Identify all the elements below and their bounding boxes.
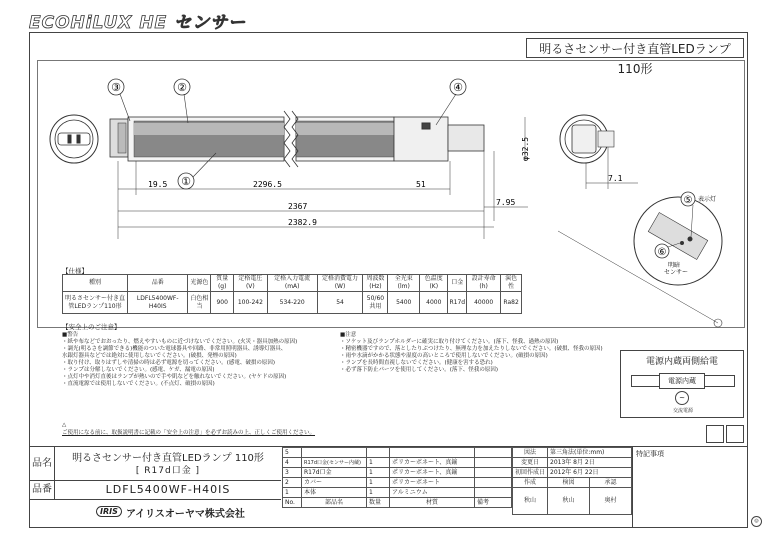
part-name: 本体 (302, 488, 367, 498)
spec-header: 色温度(K) (420, 275, 448, 292)
warning-line: ・ランプは分解しないでください。(感電、ケガ、漏電の原因) (62, 367, 215, 373)
spec-cell: 50/60共用 (363, 292, 388, 314)
part-name: カバー (302, 478, 367, 488)
part-qty: 1 (367, 488, 390, 498)
meta-value: 2013年 8月 2日 (548, 458, 632, 468)
spec-cell: 5400 (388, 292, 420, 314)
part-note (475, 468, 512, 478)
parts-row (283, 478, 512, 488)
meta-row (513, 458, 632, 468)
spec-cell: 明るさセンサー付き直管LEDランプ110形 (63, 292, 128, 314)
power-caption: 交流電源 (672, 408, 693, 414)
spec-cell: 900 (211, 292, 234, 314)
stamp: 秋山 (513, 488, 548, 515)
meta-table (512, 447, 632, 515)
spec-header: 周波数(Hz) (363, 275, 388, 292)
end-view-right (560, 115, 638, 189)
part-name: R17d口金(センサー内蔵) (302, 458, 367, 468)
part-material: ポリカーボネート、真鍮 (390, 458, 475, 468)
caution-line: ・精密機器ですので、落としたりぶつけたり、無理な力を加えたりしないでください。(破損、怪我の原因) (340, 346, 603, 352)
spec-cell: Ra82 (501, 292, 522, 314)
remarks-box (632, 447, 748, 527)
part-name: R17d口金 (302, 468, 367, 478)
spec-cell: 100-242 (233, 292, 267, 314)
brand-logo: ECOHiLUX HE センサー (29, 13, 247, 33)
remarks-label: 特記事項 (636, 450, 664, 458)
callout-6-text: 明暗 (668, 262, 681, 269)
warning-line: ・取り付け、取りはずしや清掃の時は必ず電源を切ってください。(感電、破損の原因) (62, 360, 276, 366)
spec-header: 定格入力電流(mA) (267, 275, 317, 292)
dim-2296-5: 2296.5 (253, 180, 282, 189)
roles-row (513, 478, 632, 488)
parts-row (283, 458, 512, 468)
role-label: 検図 (548, 478, 590, 488)
part-no: 2 (283, 478, 302, 488)
part-note (475, 448, 512, 458)
meta-value: 2012年 6月 22日 (548, 468, 632, 478)
spec-cell: 534-220 (267, 292, 317, 314)
spec-data-row (63, 292, 522, 314)
stamps-row (513, 488, 632, 515)
meta-label: 図法 (513, 448, 548, 458)
divider (55, 480, 281, 481)
role-label: 承認 (590, 478, 632, 488)
parts-header: No. (283, 498, 302, 508)
warning-line: ・点灯中や消灯直後はランプが熱いので手や肌などを触れないでください。(ヤケドの原因) (62, 374, 287, 380)
callout-2-label: ② (177, 81, 187, 94)
iris-logo: IRIS (96, 506, 122, 517)
spec-header: 品番 (128, 275, 188, 292)
callout-6-text2: センサー (664, 269, 689, 276)
model-value: LDFL5400WF-H40IS (55, 481, 281, 500)
meta-value: 第三角法(単位:mm) (548, 448, 632, 458)
warning-line: ・直流電源では使用しないでください。(不点灯、破損の原因) (62, 381, 215, 387)
spec-cell: LDFL5400WF-H40IS (128, 292, 188, 314)
empty-box-1 (706, 425, 724, 443)
warning-head: ■警告 (62, 332, 79, 338)
spec-label: 【仕様】 (62, 267, 88, 275)
callout-5-text: 表示灯 (698, 196, 717, 203)
callout-4-label: ④ (453, 81, 463, 94)
part-note (475, 458, 512, 468)
parts-row (283, 468, 512, 478)
spec-header: 全光束(lm) (388, 275, 420, 292)
power-inner-label: 電源内蔵 (659, 373, 705, 389)
callout-6-label: ⑥ (657, 247, 667, 258)
company-name: アイリスオーヤマ株式会社 (126, 509, 245, 520)
dim-19-5: 19.5 (148, 180, 168, 189)
caution-line: ・ランプを長時間直視しないでください。(健康を害する恐れ) (340, 360, 493, 366)
detail-view (558, 192, 722, 323)
part-no: 5 (283, 448, 302, 458)
callout-5-label: ⑤ (683, 195, 693, 206)
part-qty: 1 (367, 458, 390, 468)
dim-51: 51 (416, 180, 426, 189)
meta-label: 変更日 (513, 458, 548, 468)
base-value: [ R17d口金 ] (135, 466, 201, 476)
callout-3-label: ③ (111, 81, 121, 94)
parts-row (283, 448, 512, 458)
safety-label: 【安全上のご注意】 (62, 323, 121, 331)
corner-mark: ◎ (751, 516, 762, 527)
parts-header: 部品名 (302, 498, 367, 508)
spec-header: 口金 (448, 275, 467, 292)
power-box (620, 350, 744, 418)
warning-line: 水銀灯器具などでは絶対に使用しないでください。(破損、発煙の原因) (62, 353, 237, 359)
spec-header: 演色性 (501, 275, 522, 292)
dim-diameter: φ32.5 (521, 136, 530, 161)
parts-table (282, 447, 512, 508)
spec-cell: 54 (317, 292, 363, 314)
caution-line: ・雨や水滴がかかる状態や湿度の高いところで使用しないでください。(破損の原因) (340, 353, 548, 359)
spec-header: 設計寿命(h) (467, 275, 501, 292)
spec-cell: 40000 (467, 292, 501, 314)
dim-2382-9: 2382.9 (288, 218, 317, 227)
caution-line: ・必ず落下防止パーツを使用してください。(落下、怪我の原因) (340, 367, 499, 373)
part-note (475, 478, 512, 488)
part-qty (367, 448, 390, 458)
model-label: 品番 (30, 481, 55, 500)
spec-header: 定格電圧(V) (233, 275, 267, 292)
part-qty: 1 (367, 468, 390, 478)
document-title: 明るさセンサー付き直管LEDランプ 110形 (526, 38, 744, 58)
parts-row (283, 488, 512, 498)
lamp-body (110, 111, 484, 167)
name-label: 品名 (30, 447, 55, 481)
parts-header: 材質 (390, 498, 475, 508)
part-material (390, 448, 475, 458)
warning-line: ・調光(明るさを調節できる)機能のついた電球器具や回路、非常用照明器具、誘導灯器具、 (62, 346, 287, 352)
caution-triangle-icon: △ (62, 422, 67, 428)
part-name (302, 448, 367, 458)
spec-cell: 4000 (420, 292, 448, 314)
part-material: ポリカーボネート (390, 478, 475, 488)
power-box-title: 電源内蔵両側給電 (645, 357, 718, 367)
caution-head: ■注意 (340, 332, 357, 338)
parts-header: 数量 (367, 498, 390, 508)
caution-block (340, 332, 603, 374)
caution-line: ・ソケット及びランプホルダーに確実に取り付けてください。(落下、怪我、過熱の原因) (340, 339, 559, 345)
end-view-left (50, 115, 98, 163)
meta-row (513, 448, 632, 458)
stamp: 奥村 (590, 488, 632, 515)
dim-2367: 2367 (288, 202, 308, 211)
spec-header: 定格消費電力(W) (317, 275, 363, 292)
part-qty: 1 (367, 478, 390, 488)
spec-cell: 白色相当 (188, 292, 211, 314)
meta-label: 初回作成日 (513, 468, 548, 478)
warning-line: ・紙や布などでおおったり、燃えやすいものに近づけないでください。(火災・器具加熱の原因) (62, 339, 298, 345)
part-no: 3 (283, 468, 302, 478)
spec-header-row (63, 275, 522, 292)
safety-footnote: ご使用になる前に、取扱説明書に記載の「安全上の注意」を必ずお読みの上、正しくご使用ください。 (62, 430, 316, 436)
parts-header: 備考 (475, 498, 512, 508)
meta-row (513, 468, 632, 478)
parts-header-row (283, 498, 512, 508)
part-no: 1 (283, 488, 302, 498)
spec-header: 種別 (63, 275, 128, 292)
role-label: 作成 (513, 478, 548, 488)
empty-box-2 (726, 425, 744, 443)
ac-source-icon: ~ (675, 391, 689, 405)
name-value: 明るさセンサー付き直管LEDランプ 110形 (72, 453, 264, 464)
warning-block (62, 332, 297, 388)
spec-table (62, 274, 522, 314)
part-note (475, 488, 512, 498)
dim-7-1: 7.1 (608, 174, 623, 183)
spec-cell: R17d (448, 292, 467, 314)
spec-header: 光源色 (188, 275, 211, 292)
part-material: ポリカーボネート、真鍮 (390, 468, 475, 478)
spec-header: 質量(g) (211, 275, 234, 292)
callout-1-label: ① (181, 175, 191, 188)
dim-7-95: 7.95 (496, 198, 516, 207)
part-material: アルミニウム (390, 488, 475, 498)
stamp: 秋山 (548, 488, 590, 515)
part-no: 4 (283, 458, 302, 468)
